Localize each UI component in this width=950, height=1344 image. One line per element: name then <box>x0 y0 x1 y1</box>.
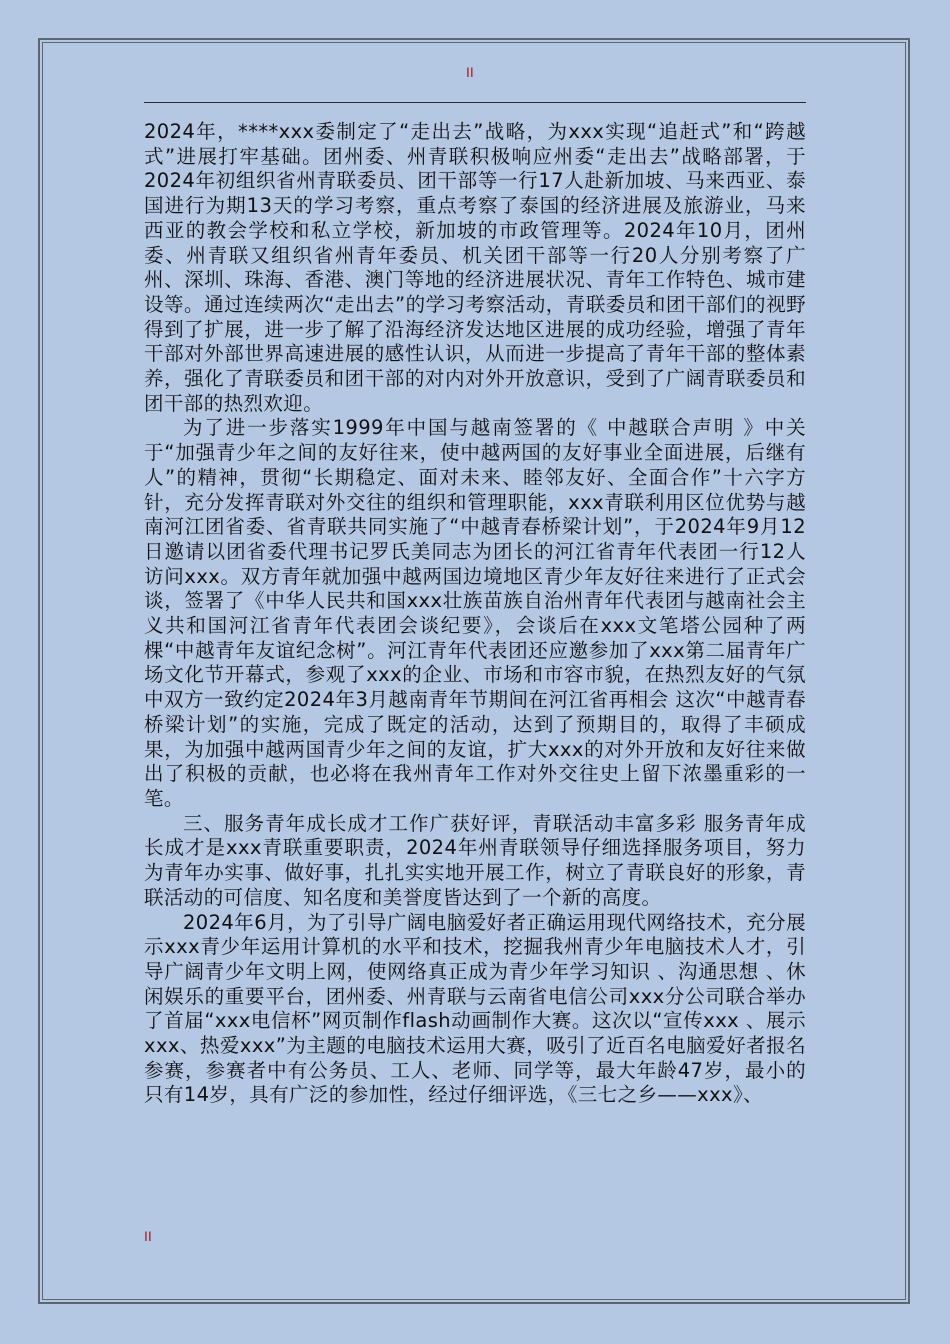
paragraph-youth-services: 三、服务青年成长成才工作广获好评，青联活动丰富多彩 服务青年成长成才是xxx青联重要职责，2024年州青联领导仔细选择服务项目，努力为青年办实事、做好事，扎扎实实地开展工作，树立了青联良好的形象，青联活动的可信度、知名度和美誉度皆达到了一个新的高度。 <box>144 811 806 909</box>
footer-mark: II <box>144 1228 152 1244</box>
document-body <box>144 120 806 1222</box>
paragraph-china-vietnam-exchange: 为了进一步落实1999年中国与越南签署的《 中越联合声明 》中关于“加强青少年之间的友好往来，使中越两国的友好事业全面进展，后继有人”的精神，贯彻“长期稳定、面对未来、睦邻友好、全面合作”十六字方针，充分发挥青联对外交往的组织和管理职能，xxx青联利用区位优势与越南河江团省委、省青联共同实施了“中越青春桥梁计划”，于2024年9月12日邀请以团省委代理书记罗氏美同志为团长的河江省青年代表团一行12人访问xxx。双方青年就加强中越两国边境地区青少年友好往来进行了正式会谈，签署了《中华人民共和国xxx壮族苗族自治州青年代表团与越南社会主义共和国河江省青年代表团会谈纪要》，会谈后在xxx文笔塔公园种了两棵“中越青年友谊纪念树”。河江青年代表团还应邀参加了xxx第二届青年广场文化节开幕式，参观了xxx的企业、市场和市容市貌，在热烈友好的气氛中双方一致约定2024年3月越南青年节期间在河江省再相会 这次“中越青春桥梁计划”的实施，完成了既定的活动，达到了预期目的，取得了丰硕成果，为加强中越两国青少年之间的友谊，扩大xxx的对外开放和友好往来做出了积极的贡献，也必将在我州青年工作对外交往史上留下浓墨重彩的一笔。 <box>144 416 806 810</box>
paragraph-web-contest: 2024年6月，为了引导广阔电脑爱好者正确运用现代网络技术，充分展示xxx青少年运用计算机的水平和技术，挖掘我州青少年电脑技术人才，引导广阔青少年文明上网，使网络真正成为青少年学习知识 、沟通思想 、休闲娱乐的重要平台，团州委、州青联与云南省电信公司xxx分公司联合举办了首届“xxx电信杯”网页制作flash动画制作大赛。这次以“宣传xxx 、展示xxx、热爱xxx”为主题的电脑技术运用大赛，吸引了近百名电脑爱好者报名参赛，参赛者中有公务员、工人、老师、同学等，最大年龄47岁，最小的只有14岁，具有广泛的参加性，经过仔细评选，《三七之乡——xxx》、 <box>144 910 806 1107</box>
paragraph-overseas-study: 2024年，****xxx委制定了“走出去”战略，为xxx实现“追赶式”和“跨越式”进展打牢基础。团州委、州青联积极响应州委“走出去”战略部署，于2024年初组织省州青联委员、团干部等一行17人赴新加坡、马来西亚、泰国进行为期13天的学习考察，重点考察了泰国的经济进展及旅游业，马来西亚的教会学校和私立学校，新加坡的市政管理等。2024年10月，团州委、州青联又组织省州青年委员、机关团干部等一行20人分别考察了广州、深圳、珠海、香港、澳门等地的经济进展状况、青年工作特色、城市建设等。通过连续两次“走出去”的学习考察活动，青联委员和团干部们的视野得到了扩展，进一步了解了沿海经济发达地区进展的成功经验，增强了青年干部对外部世界高速进展的感性认识，从而进一步提高了青年干部的整体素养，强化了青联委员和团干部的对内对外开放意识，受到了广阔青联委员和团干部的热烈欢迎。 <box>144 120 806 415</box>
header-divider <box>144 102 806 103</box>
header-mark: II <box>466 64 474 80</box>
